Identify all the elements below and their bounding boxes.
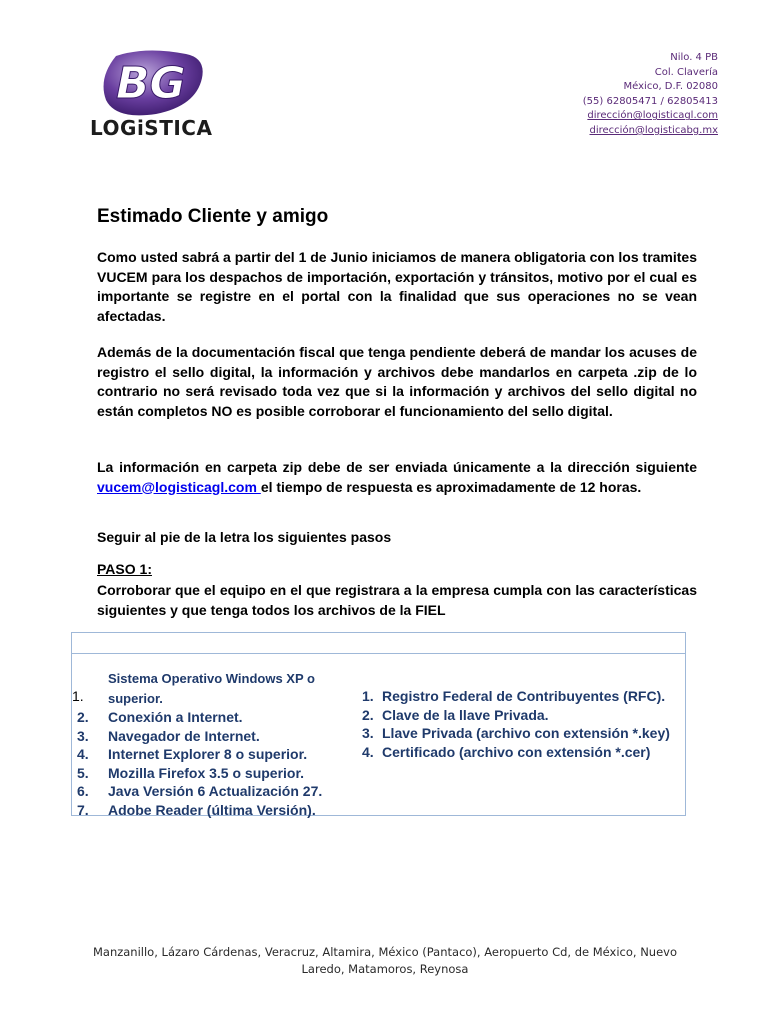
phone-line: (55) 62805471 / 62805413: [582, 95, 718, 107]
list-number: 2.: [77, 709, 89, 725]
list-item: [72, 708, 362, 727]
list-text: Adobe Reader (última Versión).: [108, 801, 316, 818]
list-text: Registro Federal de Contribuyentes (RFC).: [382, 688, 666, 704]
list-number: 3.: [362, 725, 374, 741]
email-link-1[interactable]: dirección@logisticagl.com: [587, 110, 718, 122]
list-text: Clave de la llave Privada.: [382, 706, 549, 723]
list-item: [360, 706, 690, 725]
requirements-table: [71, 632, 686, 816]
paragraph-1: Como usted sabrá a partir del 1 de Junio iniciamos de manera obligatoria con los tramites VUCEM para los despachos de importación, exportación y tránsitos, motivo por el cual es importante se registre en el portal con la finalidad que sus operaciones no se vean afectadas.: [97, 249, 697, 324]
paragraph-4: Seguir al pie de la letra los siguientes pasos: [97, 529, 392, 545]
list-text: Conexión a Internet.: [108, 709, 243, 725]
footer-locations: [60, 944, 710, 978]
paso-1-text: Corroborar que el equipo en el que registrara a la empresa cumpla con las características siguientes y que tenga todos los archivos de la FIEL: [97, 582, 697, 618]
list-item: [72, 745, 362, 764]
footer-line: Laredo, Matamoros, Reynosa: [301, 962, 469, 976]
svg-text:BG: BG: [116, 58, 186, 109]
paragraph-2: Además de la documentación fiscal que tenga pendiente deberá de mandar los acuses de registro el sello digital, la información y archivos debe mandarlos en carpeta .zip de lo contrario no será revisado toda vez que si la información y archivos del sello digital no están completos NO es posible corroborar el funcionamiento del sello digital.: [97, 344, 697, 419]
list-item: [72, 669, 362, 708]
fiel-files-list: [360, 687, 690, 761]
list-text: Internet Explorer 8 o superior.: [108, 746, 308, 762]
table-header-row: [72, 633, 685, 654]
list-item: [360, 724, 690, 743]
paragraph-3: [97, 458, 697, 497]
list-text: Llave Privada (archivo con extensión *.key): [382, 725, 670, 741]
list-number: 6.: [77, 783, 89, 799]
list-number: 2.: [362, 706, 374, 723]
list-text: Java Versión 6 Actualización 27.: [108, 783, 323, 799]
list-item: [72, 782, 362, 801]
list-text: Sistema Operativo Windows XP o superior.: [108, 671, 315, 706]
list-text: Navegador de Internet.: [108, 727, 260, 744]
list-number: 4.: [362, 743, 374, 760]
address-line: Nilo. 4 PB: [670, 52, 718, 63]
address-line: Col. Clavería: [654, 66, 718, 78]
company-logo: [86, 48, 216, 140]
list-item: [72, 801, 362, 820]
list-item: [360, 743, 690, 762]
email-link-2[interactable]: dirección@logisticabg.mx: [589, 124, 718, 136]
logo-text: LOGiSTICA: [90, 116, 213, 140]
list-number: 4.: [77, 746, 89, 762]
paragraph-3-start: La información en carpeta zip debe de ser enviada únicamente a la dirección siguiente: [97, 459, 697, 475]
footer-line: Manzanillo, Lázaro Cárdenas, Veracruz, Altamira, México (Pantaco), Aeropuerto Cd, de México, Nuevo: [92, 945, 678, 959]
vucem-email-link[interactable]: vucem@logisticagl.com: [97, 478, 261, 495]
list-item: [72, 764, 362, 783]
list-text: Certificado (archivo con extensión *.cer): [382, 743, 651, 760]
list-item: [72, 727, 362, 746]
paso-1-title: PASO 1:: [97, 561, 152, 577]
list-number: 7.: [77, 801, 89, 818]
list-number: 1.: [72, 688, 84, 704]
list-item: [360, 687, 690, 706]
bg-logo-icon: [86, 48, 216, 118]
address-block: [458, 51, 718, 139]
address-line: México, D.F. 02080: [623, 81, 718, 93]
list-number: 3.: [77, 727, 89, 744]
system-requirements-list: [72, 669, 362, 819]
paragraph-3-end: el tiempo de respuesta es aproximadamente de 12 horas.: [260, 478, 642, 495]
list-number: 5.: [77, 764, 89, 781]
greeting-heading: Estimado Cliente y amigo: [97, 206, 329, 227]
list-number: 1.: [362, 688, 374, 704]
list-text: Mozilla Firefox 3.5 o superior.: [108, 764, 305, 781]
